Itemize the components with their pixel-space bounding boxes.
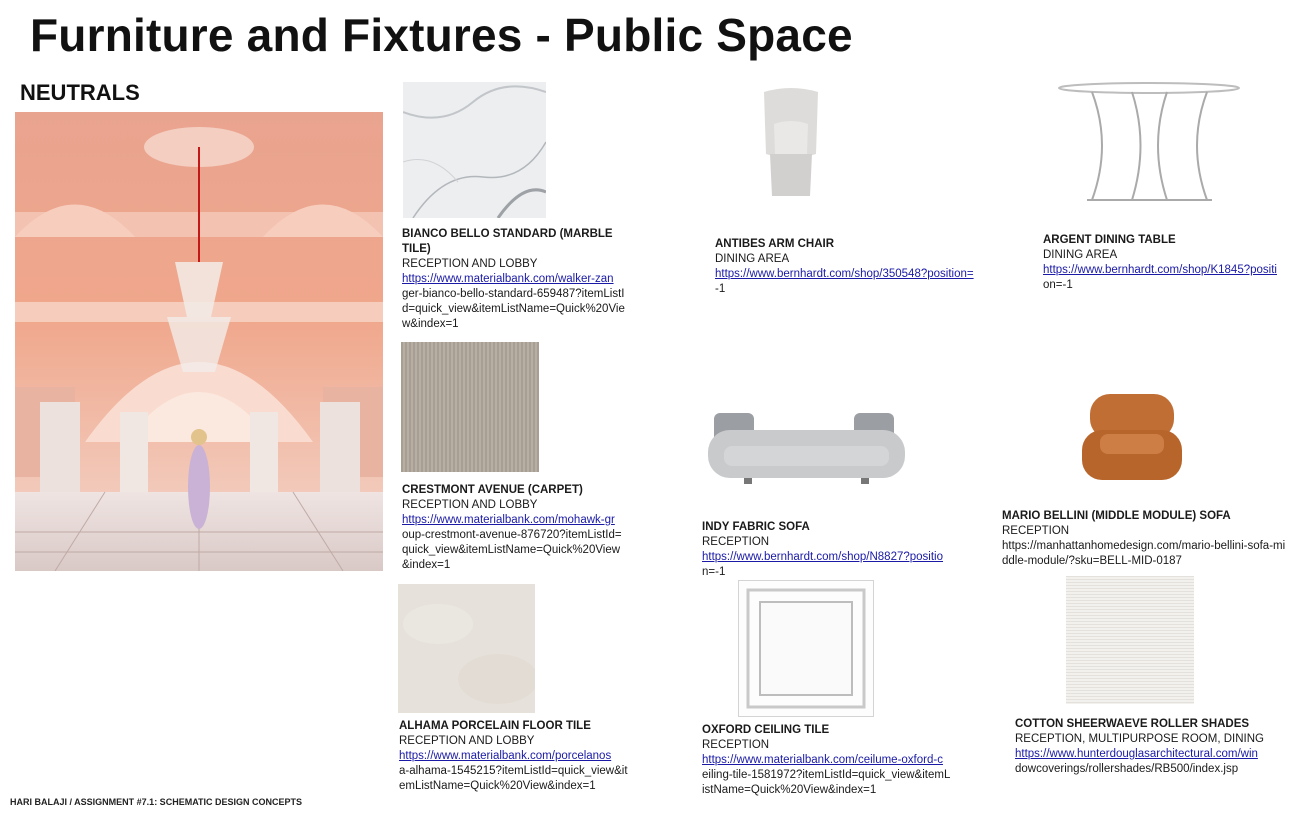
item-link-rest: ger-bianco-bello-standard-659487?itemListId=quick_view&itemListName=Quick%20View&index=1 (402, 288, 625, 330)
item-area: DINING AREA (715, 253, 790, 265)
item-name: MARIO BELLINI (MIDDLE MODULE) SOFA (1002, 510, 1231, 522)
marble-tile-swatch (403, 82, 546, 218)
item-link[interactable]: https://www.materialbank.com/mohawk-gr (402, 514, 615, 526)
item-link[interactable]: https://www.bernhardt.com/shop/K1845?positi (1043, 264, 1277, 276)
item-link[interactable]: https://www.materialbank.com/porcelanos (399, 750, 612, 762)
section-heading: NEUTRALS (20, 80, 140, 105)
item-roller-shades (1015, 717, 1265, 777)
item-link-rest: n=-1 (702, 566, 726, 578)
item-name: ARGENT DINING TABLE (1043, 234, 1176, 246)
page-title: Furniture and Fixtures - Public Space (30, 9, 853, 61)
item-name: COTTON SHEERWAEVE ROLLER SHADES (1015, 718, 1250, 730)
item-link-plain: https://manhattanhomedesign.com/mario-bellini-sofa-middle-module/?sku=BELL-MID-0187 (1002, 540, 1286, 567)
item-bellini-sofa (1002, 509, 1287, 569)
item-fabric-sofa (702, 520, 957, 580)
item-link-rest: a-alhama-1545215?itemListId=quick_view&itemListName=Quick%20View&index=1 (399, 765, 628, 792)
item-link[interactable]: https://www.materialbank.com/walker-zan (402, 273, 614, 285)
item-name: ANTIBES ARM CHAIR (715, 238, 835, 250)
item-link-rest: -1 (715, 283, 726, 295)
item-name: ALHAMA PORCELAIN FLOOR TILE (399, 720, 591, 732)
roller-shade-swatch (1066, 576, 1194, 704)
item-link-rest: dowcoverings/rollershades/RB500/index.jsp (1015, 763, 1239, 775)
item-name: BIANCO BELLO STANDARD (MARBLE TILE) (402, 228, 613, 255)
arm-chair-image (760, 84, 822, 204)
ceiling-tile-image (738, 580, 874, 717)
item-link[interactable]: https://www.bernhardt.com/shop/N8827?positio (702, 551, 943, 563)
item-area: RECEPTION AND LOBBY (402, 258, 538, 270)
item-link[interactable]: https://www.bernhardt.com/shop/350548?position= (715, 268, 974, 280)
item-link-rest: oup-crestmont-avenue-876720?itemListId=quick_view&itemListName=Quick%20View&index=1 (402, 529, 622, 571)
item-area: RECEPTION, MULTIPURPOSE ROOM, DINING (1015, 733, 1264, 745)
item-name: OXFORD CEILING TILE (702, 724, 830, 736)
modular-sofa-image (1080, 392, 1184, 484)
item-link[interactable]: https://www.materialbank.com/ceilume-oxford-c (702, 754, 943, 766)
footer-credit: HARI BALAJI / ASSIGNMENT #7.1: SCHEMATIC DESIGN CONCEPTS (10, 797, 303, 807)
item-area: RECEPTION AND LOBBY (402, 499, 538, 511)
item-ceiling-tile (702, 723, 952, 798)
item-name: INDY FABRIC SOFA (702, 521, 810, 533)
item-marble-tile (402, 227, 627, 332)
fabric-sofa-image (704, 408, 909, 488)
porcelain-tile-swatch (398, 584, 535, 713)
item-arm-chair (715, 237, 985, 297)
item-link[interactable]: https://www.hunterdouglasarchitectural.com/win (1015, 748, 1258, 760)
item-dining-table (1043, 233, 1283, 293)
hero-photo (15, 112, 383, 571)
item-link-rest: on=-1 (1043, 279, 1073, 291)
item-porcelain-tile (399, 719, 629, 794)
item-area: RECEPTION (1002, 525, 1070, 537)
item-area: RECEPTION (702, 739, 770, 751)
item-area: RECEPTION (702, 536, 770, 548)
carpet-swatch (401, 342, 539, 472)
item-link-rest: eiling-tile-1581972?itemListId=quick_view&itemListName=Quick%20View&index=1 (702, 769, 951, 796)
item-area: RECEPTION AND LOBBY (399, 735, 535, 747)
item-carpet (402, 483, 627, 573)
item-area: DINING AREA (1043, 249, 1118, 261)
dining-table-image (1057, 80, 1242, 208)
item-name: CRESTMONT AVENUE (CARPET) (402, 484, 583, 496)
